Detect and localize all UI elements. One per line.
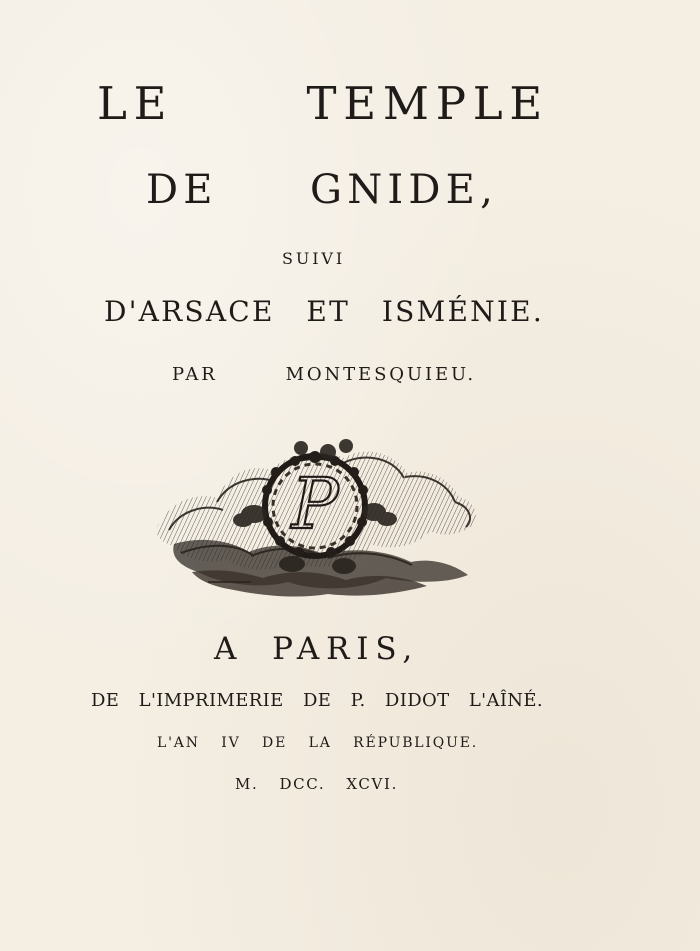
title-line-1: LE TEMPLE — [97, 77, 549, 130]
author-line: PAR MONTESQUIEU. — [172, 364, 476, 385]
city-line: A PARIS, — [214, 631, 419, 667]
svg-text:P: P — [291, 463, 339, 545]
title-line-2: DE GNIDE, — [146, 167, 498, 213]
printer-line: DE L'IMPRIMERIE DE P. DIDOT L'AÎNÉ. — [91, 690, 543, 711]
republic-year-line: L'AN IV DE LA RÉPUBLIQUE. — [157, 735, 478, 751]
subtitle: D'ARSACE ET ISMÉNIE. — [104, 295, 544, 328]
suivi-line: SUIVI — [282, 249, 346, 268]
engraved-vignette — [150, 418, 482, 603]
roman-date-line: M. DCC. XCVI. — [235, 775, 398, 793]
